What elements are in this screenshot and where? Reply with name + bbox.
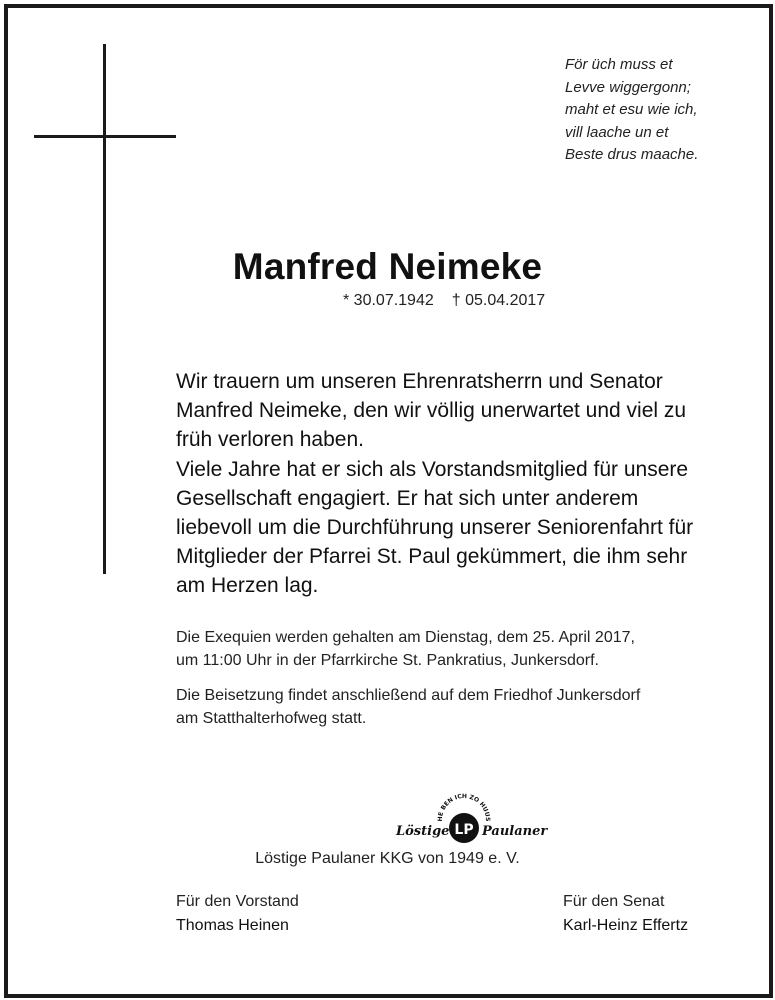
- mourning-text: [176, 367, 693, 601]
- signature-senate: [563, 890, 688, 938]
- life-dates: [343, 292, 545, 310]
- cross-horizontal-bar: [34, 135, 176, 138]
- text-line: Die Exequien werden gehalten am Dienstag, dem 25. April 2017,: [176, 629, 635, 646]
- text-line: Viele Jahre hat er sich als Vorstandsmitglied für unsere: [176, 457, 689, 481]
- text-line: um 11:00 Uhr in der Pfarrkirche St. Pankratius, Junkersdorf.: [176, 652, 599, 669]
- logo-arc-text: HE BEN ICH ZO HUUS: [436, 792, 492, 822]
- poem-line: vill laache un et: [565, 123, 669, 141]
- logo-left-word: Löstige: [396, 824, 450, 839]
- text-line: Manfred Neimeke, den wir völlig unerwartet und viel zu: [176, 399, 687, 423]
- birth-date: * 30.07.1942: [343, 292, 434, 309]
- text-line: Gesellschaft engagiert. Er hat sich unter anderem: [176, 486, 639, 510]
- signature-person: Karl-Heinz Effertz: [563, 917, 689, 934]
- text-line: am Statthalterhofweg statt.: [176, 710, 367, 727]
- poem-line: Levve wiggergonn;: [565, 78, 691, 96]
- text-line: Mitglieder der Pfarrei St. Paul gekümmert, die ihm sehr: [176, 545, 688, 569]
- funeral-mass-info: [176, 626, 635, 672]
- signature-role: Für den Senat: [563, 893, 665, 910]
- poem: [565, 54, 698, 167]
- text-line: Wir trauern um unseren Ehrenratsherrn und Senator: [176, 370, 663, 393]
- poem-line: Beste drus maache.: [565, 146, 699, 163]
- logo-right-word: Paulaner: [482, 824, 548, 839]
- signature-role: Für den Vorstand: [176, 893, 299, 910]
- text-line: Die Beisetzung findet anschließend auf dem Friedhof Junkersdorf: [176, 687, 641, 704]
- cross-vertical-bar: [103, 44, 106, 574]
- text-line: am Herzen lag.: [176, 574, 319, 598]
- logo-monogram: LP: [454, 822, 474, 838]
- poem-line: För üch muss et: [565, 56, 673, 73]
- burial-info: [176, 684, 640, 730]
- organization-name: Löstige Paulaner KKG von 1949 e. V.: [255, 850, 520, 867]
- deceased-name: Manfred Neimeke: [232, 246, 543, 287]
- poem-line: maht et esu wie ich,: [565, 101, 698, 118]
- signature-person: Thomas Heinen: [176, 917, 289, 934]
- text-line: liebevoll um die Durchführung unserer Seniorenfahrt für: [176, 516, 694, 540]
- text-line: früh verloren haben.: [176, 428, 364, 452]
- death-date: † 05.04.2017: [451, 292, 546, 309]
- signature-board: [176, 890, 299, 938]
